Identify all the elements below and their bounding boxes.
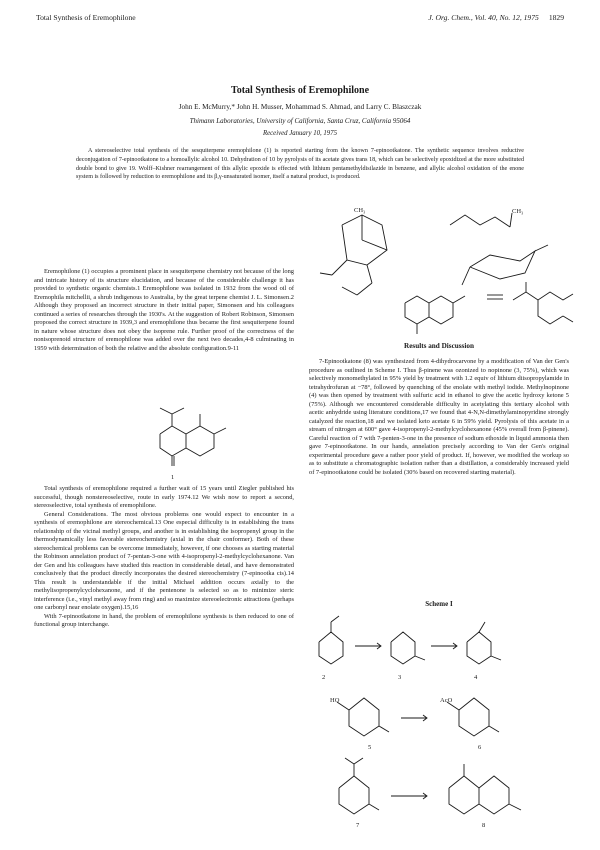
results-paragraph: 7-Epinootkatone (8) was synthesized from 4-dihydrocarvone by a modification of Van der Gen's procedure as outlined in Scheme I. Thus β-pinene was ozonized to nopinone (3, 75%), which was selectively monomethylated in 95% yield by treatment with 1.2 equiv of lithium diisopropylamide in tetrahydrofuran at −78°, followed by quenching of the enolate with methyl iodide. Methylnopinone (4) was then opened by treatment with sulfuric acid in ethanol to give the acetic hydroxy ketone 5 (75%). Although we encountered considerable difficulty in acetylating this tertiary alcohol with acetic anhydride using literature conditions,17 we found that 4-N,N-dimethylaminopyridine strongly catalyzed the reaction,18 and we isolated keto acetate 6 in 59% yield. Pyrolysis of this acetate in a stream of nitrogen at 600° gave 4-isopropenyl-2-methylcyclohexanone (45% overall from β-pinene). Careful reaction of 7 with 7-penten-3-one in the presence of sodium ethoxide in liquid ammonia then gave 7-epinootkatone. In our hands, annelation precisely according to Van der Gen's original experimental procedure gave a rather poor yield of product. If, however, we modified the workup so as to substitute a chromatographic isolation rather than a distillation, a considerably increased yield of 7-epinootkatone could be isolated (30% based on recovered starting material). bbox=[309, 358, 569, 476]
aco-label: AcO bbox=[440, 697, 453, 704]
scheme-arrows bbox=[309, 610, 569, 840]
compound-label-7: 7 bbox=[356, 822, 360, 829]
running-header-title: Total Synthesis of Eremophilone bbox=[36, 13, 136, 22]
journal-citation: J. Org. Chem., Vol. 40, No. 12, 1975 bbox=[428, 13, 539, 22]
compound-label-2: 2 bbox=[322, 674, 326, 681]
right-column-text bbox=[309, 358, 569, 477]
affiliation: Thimann Laboratories, University of California, Santa Cruz, California 95064 bbox=[189, 117, 411, 125]
left-column-text bbox=[34, 485, 294, 630]
compound-label-1: 1 bbox=[171, 474, 175, 481]
abstract: A stereoselective total synthesis of the sesquiterpene eremophilone (1) is reported starting from the known 7-epinootkatone. The synthetic sequence involves reductive deconjugation of 7-epinootkatone to a homoallylic alcohol 10. Dehydration of 10 by pyrolysis of its acetate gives trans 18, which can be selectively epoxidized at the more substituted double bond to give 19. Wolff–Kishner rearrangement of this allylic epoxide is effected with lithium pentamethyldisilazide in benzene, and allylic alcohol oxidation of the enone system is followed by reduction to eremophilone and its β,γ-unsaturated isomer, itself a natural product, is produced. bbox=[76, 148, 524, 181]
intro-text bbox=[34, 268, 294, 353]
intro-paragraph: Eremophilone (1) occupies a prominent place in sesquiterpene chemistry not because of the long and intricate history of its structure elucidation, and because of the considerable challenge it has provided to synthetic organic chemists.1 Eremophilone was isolated in 1932 from the wood oil of Eremophila mitchellii, a shrub indigenous to Australia, by the great terpene chemist J. L. Simonsen.2 Although they proposed an incorrect structure in their initial paper, Simonsen and his colleagues continued a series of researches through the 1930's. At the suggestion of Robert Robinson, Simonsen proposed the correct structure in 1939,3 and eremophilone thus became the first sesquiterpene found in nature whose structure does not obey the isoprene rule. Further proof of the correctness of the nonisoprenoid structure of eremophilone was added over the next two decades,4-8 culminating in 1959 with determination of both the relative and the absolute configuration.9-11 bbox=[34, 268, 294, 352]
decalone-structure bbox=[395, 278, 475, 338]
eremophilone-structure bbox=[130, 396, 250, 476]
author-list: John E. McMurry,* John H. Musser, Mohammad S. Ahmad, and Larry C. Blaszczak bbox=[178, 103, 422, 111]
compound-label-8: 8 bbox=[482, 822, 486, 829]
compound-label-4: 4 bbox=[474, 674, 478, 681]
dienone-structure bbox=[508, 278, 578, 338]
equals-sign bbox=[486, 292, 504, 302]
received-date: Received January 10, 1975 bbox=[263, 130, 337, 137]
body-paragraph: Total synthesis of eremophilone required a further wait of 15 years until Ziegler published his successful, though nonstereoselective, route in early 1974.12 We wish now to report a second, stereoselective, total synthesis of eremophilone. bbox=[34, 485, 294, 509]
compound-label-3: 3 bbox=[398, 674, 402, 681]
page-number: 1829 bbox=[548, 13, 564, 22]
section-heading-results: Results and Discussion bbox=[404, 342, 474, 350]
compound-label-5: 5 bbox=[368, 744, 372, 751]
ch3-label: CH₃ bbox=[354, 207, 366, 214]
body-paragraph: General Considerations. The most obvious problems one would expect to encounter in a synthesis of eremophilone are stereochemical.13 One especial difficulty is in establishing the trans relationship of the vicinal methyl groups, and another is in establishing the isopropenyl group in the thermodynamically less favorable stereochemistry (axial in the chair conformer). Both of these stereochemical problems can be overcome immediately, however, if one chooses as starting material the Robinson annelation product of 7-pentan-3-one with 4-isopropenyl-2-methylcyclohexanone. Van der Gen and his colleagues have studied this reaction in considerable detail, and have demonstrated conclusively that the product directly incorporates the desired stereochemistry (7-epinootka cis).14 This result is understandable if the initial Michael addition occurs axially to the methylisopropenylcyclohexanone, and if the pentenone is selected so as to minimize steric interference (i.e., vinyl methyl away from ring) and so maximize stereoelectronic attractions (perhaps one carbonyl near enolate oxygen).15,16 bbox=[34, 510, 294, 611]
running-header-journal bbox=[428, 13, 564, 22]
ch3-label: CH₃ bbox=[512, 208, 524, 215]
article-title: Total Synthesis of Eremophilone bbox=[230, 85, 370, 96]
body-paragraph: With 7-epinootkatone in hand, the problem of eremophilone synthesis is then reduced to one of functional group interchange. bbox=[34, 612, 294, 628]
ho-label: HO bbox=[330, 697, 340, 704]
compound-label-6: 6 bbox=[478, 744, 482, 751]
scheme-title: Scheme I bbox=[425, 600, 453, 608]
